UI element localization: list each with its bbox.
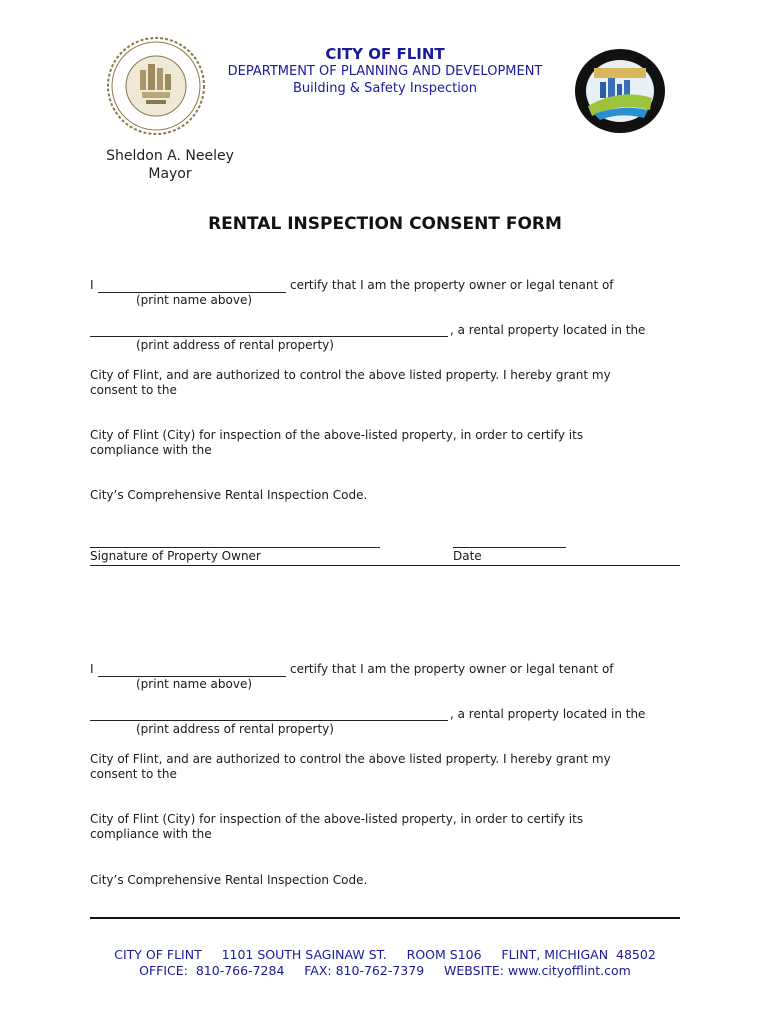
i-label: I (90, 278, 94, 292)
print-address-hint: (print address of rental property) (136, 338, 334, 352)
footer-divider (90, 917, 680, 919)
signature-label: Signature of Property Owner (90, 549, 261, 563)
certify-text: certify that I am the property owner or legal tenant of (290, 662, 614, 676)
signature-field-line[interactable] (90, 547, 380, 548)
authorization-paragraph-cont: consent to the (90, 383, 177, 397)
footer-contact: OFFICE: 810-766-7284 FAX: 810-762-7379 WEBSITE: www.cityofflint.com (139, 963, 631, 978)
address-field-line[interactable] (90, 720, 448, 721)
address-field-line[interactable] (90, 336, 448, 337)
code-paragraph: City’s Comprehensive Rental Inspection Code. (90, 488, 368, 502)
section-divider (90, 565, 680, 566)
certify-text: certify that I am the property owner or legal tenant of (290, 278, 614, 292)
date-field-line[interactable] (453, 547, 566, 548)
print-name-hint: (print name above) (136, 293, 253, 307)
date-label: Date (453, 549, 482, 563)
authorization-paragraph: City of Flint, and are authorized to control the above listed property. I hereby grant my (90, 752, 611, 766)
code-paragraph: City’s Comprehensive Rental Inspection Code. (90, 873, 368, 887)
authorization-paragraph-cont: consent to the (90, 767, 177, 781)
print-address-hint: (print address of rental property) (136, 722, 334, 736)
i-label: I (90, 662, 94, 676)
print-name-hint: (print name above) (136, 677, 253, 691)
rental-text: , a rental property located in the (450, 707, 646, 721)
authorization-paragraph: City of Flint, and are authorized to control the above listed property. I hereby grant my (90, 368, 611, 382)
mayor-title: Mayor (148, 166, 192, 182)
inspection-paragraph: City of Flint (City) for inspection of the above-listed property, in order to certify its (90, 428, 584, 442)
city-of-flint-logo (574, 48, 666, 134)
department-title: DEPARTMENT OF PLANNING AND DEVELOPMENT (227, 64, 543, 79)
rental-text: , a rental property located in the (450, 323, 646, 337)
inspection-paragraph-cont: compliance with the (90, 443, 212, 457)
city-title: CITY OF FLINT (325, 45, 445, 63)
inspection-paragraph: City of Flint (City) for inspection of the above-listed property, in order to certify its (90, 812, 584, 826)
mayor-name: Sheldon A. Neeley (106, 148, 234, 164)
footer-address: CITY OF FLINT 1101 SOUTH SAGINAW ST. ROOM S106 FLINT, MICHIGAN 48502 (114, 947, 656, 962)
inspection-paragraph-cont: compliance with the (90, 827, 212, 841)
city-seal-logo (106, 36, 206, 136)
division-title: Building & Safety Inspection (293, 81, 477, 96)
form-title: RENTAL INSPECTION CONSENT FORM (208, 214, 562, 234)
